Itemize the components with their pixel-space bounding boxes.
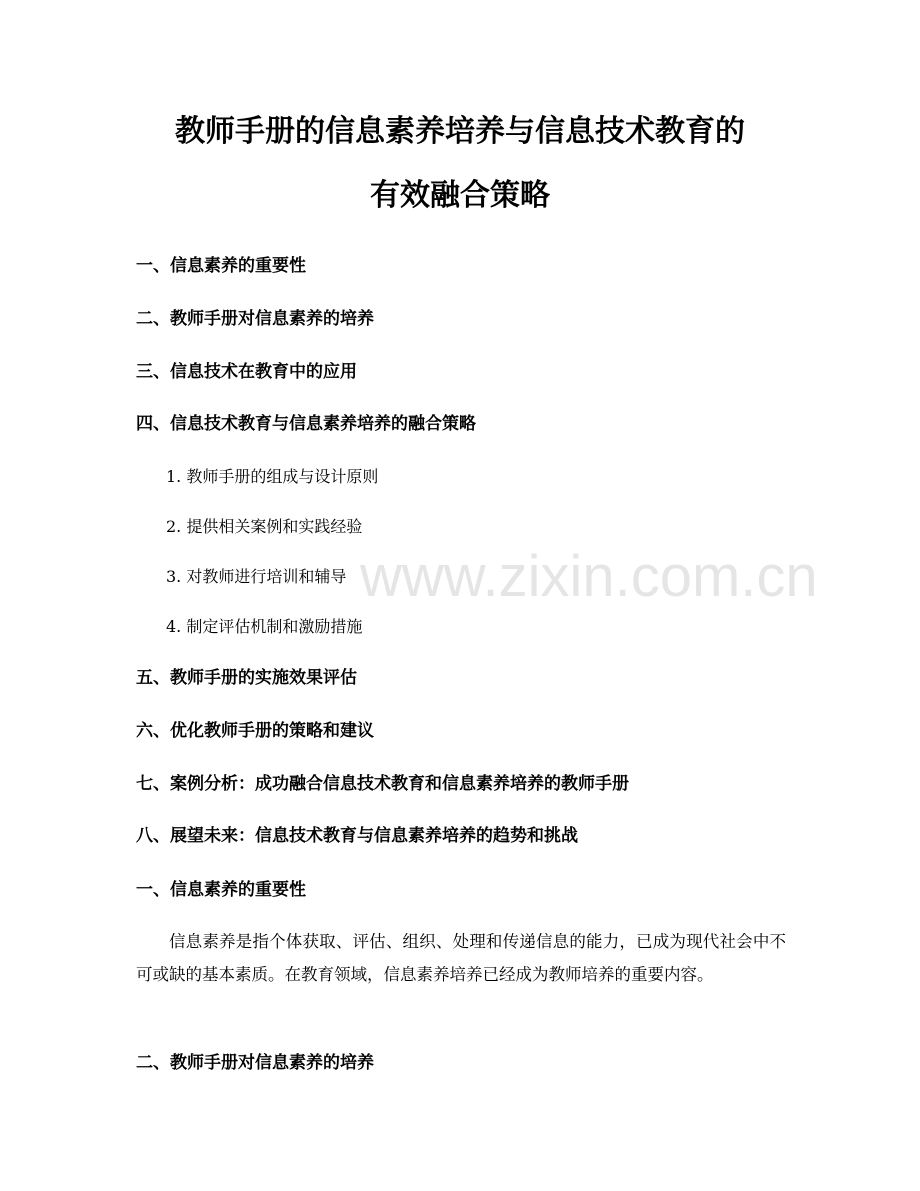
outline-item-2: 二、教师手册对信息素养的培养: [136, 309, 374, 329]
watermark: www.zixin.com.cn: [360, 544, 818, 609]
document-title-line-1: 教师手册的信息素养培养与信息技术教育的: [175, 114, 745, 149]
section-1-paragraph: 信息素养是指个体获取、评估、组织、处理和传递信息的能力，已成为现代社会中不可或缺的基本素质。在教育领域，信息素养培养已经成为教师培养的重要内容。: [136, 932, 786, 984]
section-1-heading: 一、信息素养的重要性: [136, 880, 306, 900]
outline-item-8: 八、展望未来：信息技术教育与信息素养培养的趋势和挑战: [136, 826, 578, 846]
outline-item-5: 五、教师手册的实施效果评估: [136, 668, 357, 688]
section-2-heading: 二、教师手册对信息素养的培养: [136, 1053, 374, 1073]
outline-subitem-1: 1. 教师手册的组成与设计原则: [166, 467, 379, 486]
outline-subitem-3: 3. 对教师进行培训和辅导: [166, 567, 347, 586]
outline-subitem-2: 2. 提供相关案例和实践经验: [166, 517, 363, 536]
document-title-line-2: 有效融合策略: [370, 178, 550, 213]
outline-subitem-4: 4. 制定评估机制和激励措施: [166, 617, 363, 636]
outline-item-3: 三、信息技术在教育中的应用: [136, 362, 357, 382]
outline-item-1: 一、信息素养的重要性: [136, 256, 306, 276]
outline-item-6: 六、优化教师手册的策略和建议: [136, 721, 374, 741]
outline-item-4: 四、信息技术教育与信息素养培养的融合策略: [136, 414, 476, 434]
outline-item-7: 七、案例分析：成功融合信息技术教育和信息素养培养的教师手册: [136, 774, 629, 794]
